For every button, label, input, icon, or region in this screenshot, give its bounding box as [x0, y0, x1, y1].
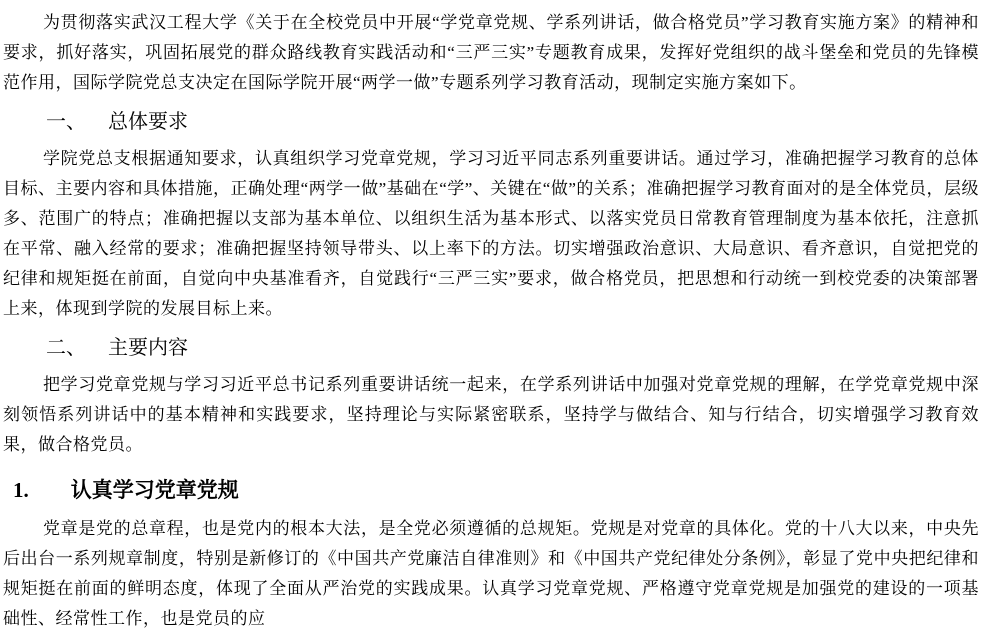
item-heading-1-title: 认真学习党章党规 [70, 478, 239, 502]
section-heading-1-number: 一、 [46, 111, 86, 133]
section-heading-1-title: 总体要求 [108, 111, 188, 133]
section-heading-2 [3, 335, 979, 361]
section-1-paragraph: 学院党总支根据通知要求，认真组织学习党章党规，学习习近平同志系列重要讲话。通过学习，准确把握学习教育的总体目标、主要内容和具体措施，正确处理“两学一做”基础在“学”、关键在“做”的关系；准确把握学习教育面对的是全体党员，层级多、范围广的特点；准确把握以支部为基本单位、以组织生活为基本形式、以落实党员日常教育管理制度为基本依托，注意抓在平常、融入经常的要求；准确把握坚持领导带头、以上率下的方法。切实增强政治意识、大局意识、看齐意识，自觉把党的纪律和规矩挺在前面，自觉向中央基准看齐，自觉践行“三严三实”要求，做合格党员，把思想和行动统一到校党委的决策部署上来，体现到学院的发展目标上来。 [3, 149, 979, 318]
section-2-paragraph: 把学习党章党规与学习习近平总书记系列重要讲话统一起来，在学系列讲话中加强对党章党规的理解，在学党章党规中深刻领悟系列讲话中的基本精神和实践要求，坚持理论与实际紧密联系，坚持学与做结合、知与行结合，切实增强学习教育效果，做合格党员。 [3, 375, 979, 454]
intro-paragraph: 为贯彻落实武汉工程大学《关于在全校党员中开展“学党章党规、学系列讲话，做合格党员”学习教育实施方案》的精神和要求，抓好落实，巩固拓展党的群众路线教育实践活动和“三严三实”专题教育成果，发挥好党组织的战斗堡垒和党员的先锋模范作用，国际学院党总支决定在国际学院开展“两学一做”专题系列学习教育活动，现制定实施方案如下。 [3, 13, 979, 92]
item-heading-1 [3, 476, 979, 504]
item-1-paragraph: 党章是党的总章程，也是党内的根本大法，是全党必须遵循的总规矩。党规是对党章的具体化。党的十八大以来，中央先后出台一系列规章制度，特别是新修订的《中国共产党廉洁自律准则》和《中国共产党纪律处分条例》，彰显了党中央把纪律和规矩挺在前面的鲜明态度，体现了全面从严治党的实践成果。认真学习党章党规、严格遵守党章党规是加强党的建设的一项基础性、经常性工作，也是党员的应 [3, 519, 979, 628]
section-heading-1 [3, 109, 979, 135]
section-heading-2-number: 二、 [46, 337, 86, 359]
section-heading-2-title: 主要内容 [108, 337, 188, 359]
item-heading-1-number: 1. [13, 478, 29, 502]
